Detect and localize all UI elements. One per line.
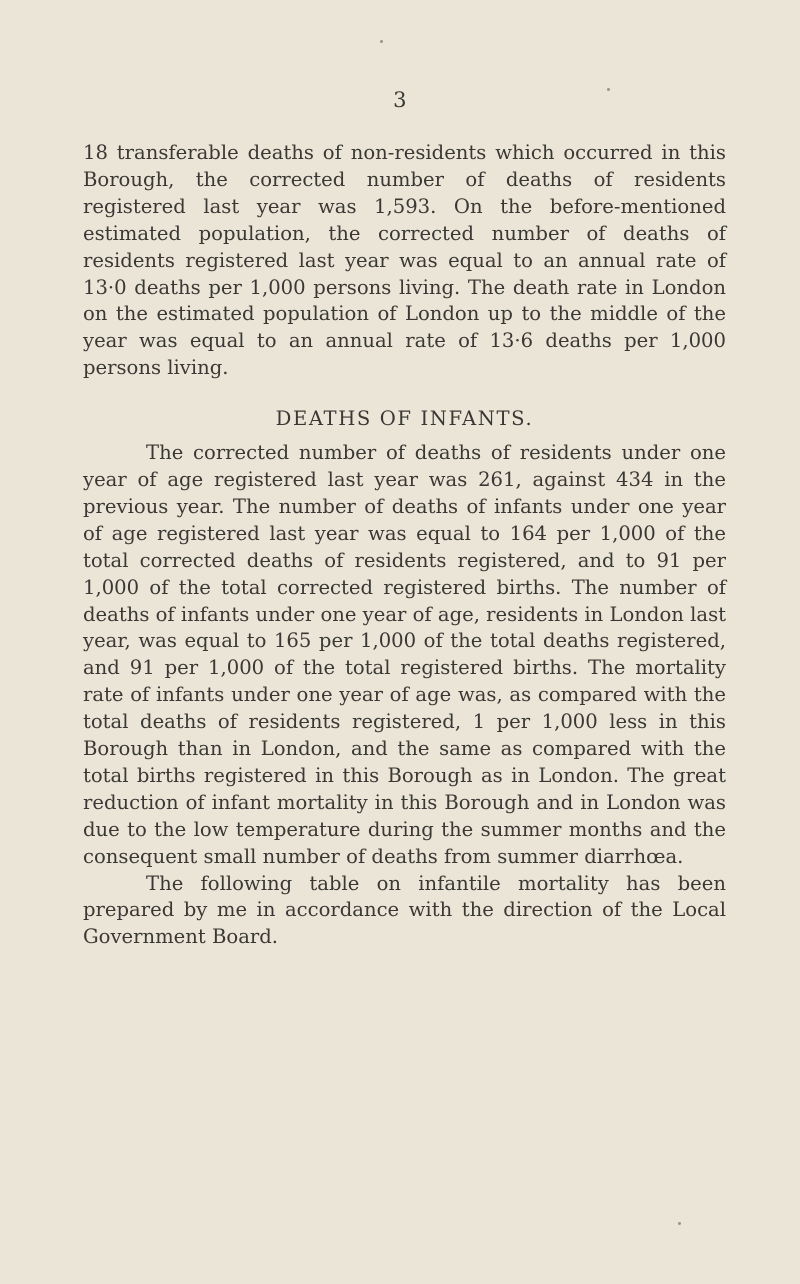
page-number: 3 [393,88,407,112]
scan-speck [380,40,383,43]
scan-speck [678,1222,681,1225]
paragraph-table-intro: The following table on infantile mortality has been prepared by me in accordance with the direction of the Local Government Board. [83,871,726,949]
paragraph-infant-deaths: The corrected number of deaths of residents under one year of age registered last year was 261, against 434 in the previous year. The number of deaths of infants under one year of age registered last year was equal to 164 per 1,000 of the total corrected deaths of residents registered, and to 91 per 1,000 of the total corrected registered births. The number of deaths of infants under one year of age, residents in London last year, was equal to 165 per 1,000 of the total deaths registered, and 91 per 1,000 of the total registered births. The mortality rate of infants under one year of age was, as compared with the total deaths of residents registered, 1 per 1,000 less in this Borough than in London, and the same as compared with the total births registered in this Borough as in London. The great reduction of infant mortality in this Borough and in London was due to the low temperature during the summer months and the consequent small number of deaths from summer diarrhœa. [83,441,726,868]
section-heading: DEATHS OF INFANTS. [275,407,534,431]
paragraph-death-rates: 18 transferable deaths of non-residents which occurred in this Borough, the corrected number of deaths of residents registered last year was 1,593. On the before-mentioned estimated population, the corrected number of deaths of residents registered last year was equal to an annual rate of 13·0 deaths per 1,000 persons living. The death rate in London on the estimated population of London up to the middle of the year was equal to an annual rate of 13·6 deaths per 1,000 persons living. [83,141,726,380]
body-text [83,140,726,951]
